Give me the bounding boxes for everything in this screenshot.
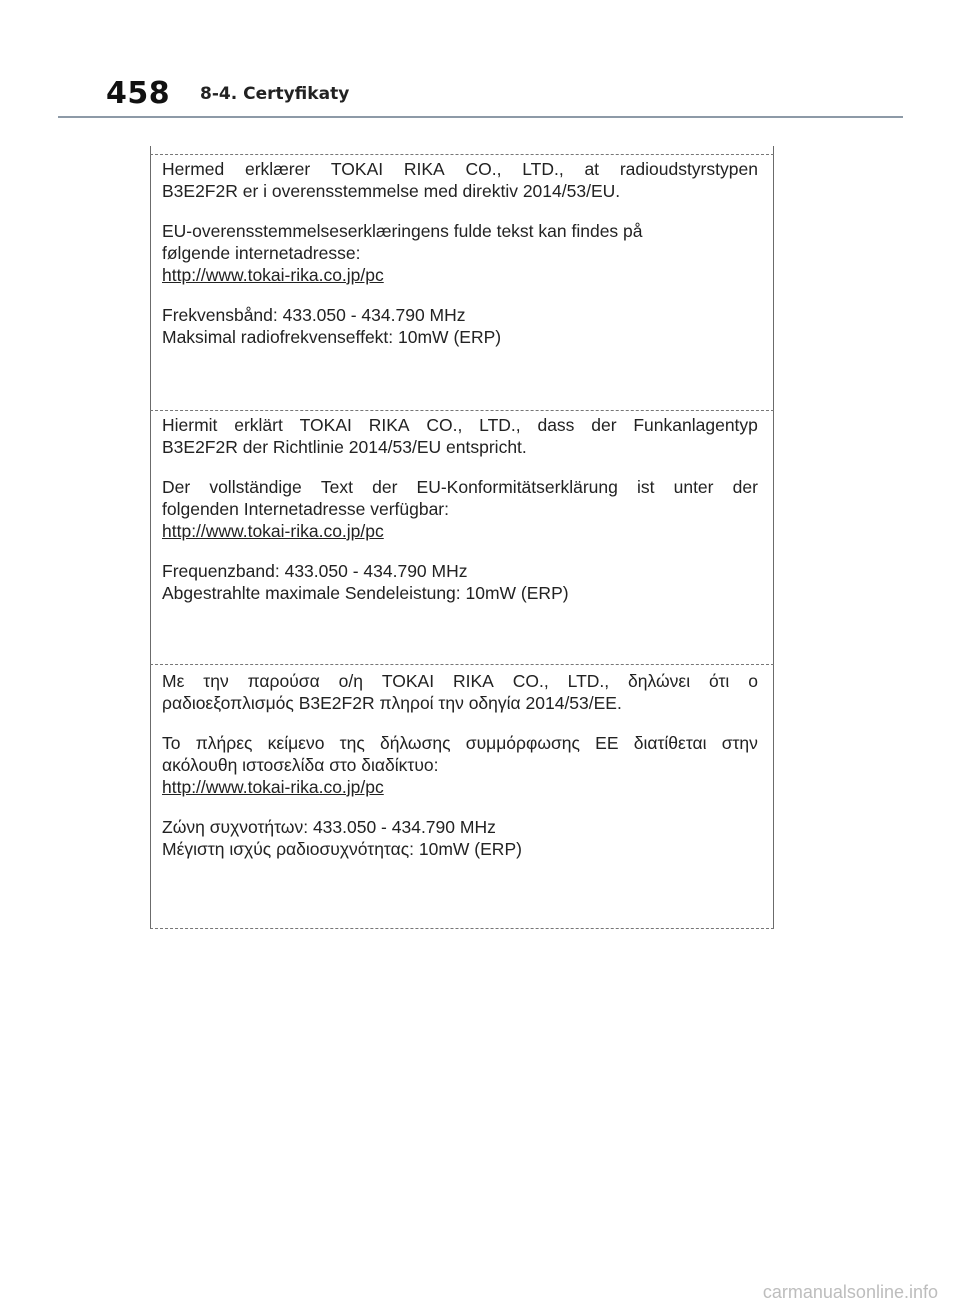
box-bottom-border: [150, 928, 774, 929]
frequency-band: Frekvensbånd: 433.050 - 434.790 MHz: [162, 305, 466, 325]
cert-section-german: [162, 414, 758, 604]
cert-section-danish: [162, 158, 758, 348]
watermark: carmanualsonline.info: [762, 1282, 938, 1302]
cert-section-greek: [162, 670, 758, 860]
statement-line: B3E2F2R er i overensstemmelse med direktiv 2014/53/EU.: [162, 181, 621, 201]
url-link[interactable]: http://www.tokai-rika.co.jp/pc: [162, 521, 384, 541]
statement-line: Με την παρούσα ο/η TOKAI RIKA CO., LTD., δηλώνει ότι ο: [162, 671, 758, 691]
fulltext-line: ακόλουθη ιστοσελίδα στο διαδίκτυο:: [162, 755, 439, 775]
box-top-border: [150, 154, 774, 155]
frequency-band: Frequenzband: 433.050 - 434.790 MHz: [162, 561, 468, 581]
max-power: Maksimal radiofrekvenseffekt: 10mW (ERP): [162, 327, 502, 347]
url-link[interactable]: http://www.tokai-rika.co.jp/pc: [162, 265, 384, 285]
fulltext-line: EU-overensstemmelseserklæringens fulde tekst kan findes på: [162, 221, 643, 241]
header-divider: [58, 116, 903, 118]
statement-line: B3E2F2R der Richtlinie 2014/53/EU entspricht.: [162, 437, 527, 457]
fulltext-line: Der vollständige Text der EU-Konformitätserklärung ist unter der: [162, 477, 758, 497]
frequency-band: Ζώνη συχνοτήτων: 433.050 - 434.790 MHz: [162, 817, 496, 837]
page-number: 458: [106, 76, 171, 111]
box-left-border: [150, 146, 151, 929]
section-divider: [150, 410, 774, 411]
page-header: [106, 72, 906, 116]
url-link[interactable]: http://www.tokai-rika.co.jp/pc: [162, 777, 384, 797]
max-power: Μέγιστη ισχύς ραδιοσυχνότητας: 10mW (ERP): [162, 839, 522, 859]
fulltext-line: Το πλήρες κείμενο της δήλωσης συμμόρφωσης ΕΕ διατίθεται στην: [162, 733, 758, 753]
fulltext-line: følgende internetadresse:: [162, 243, 361, 263]
statement-line: Hiermit erklärt TOKAI RIKA CO., LTD., dass der Funkanlagentyp: [162, 415, 758, 435]
fulltext-line: folgenden Internetadresse verfügbar:: [162, 499, 449, 519]
section-title: 8-4. Certyfikaty: [200, 84, 350, 104]
statement-line: Hermed erklærer TOKAI RIKA CO., LTD., at radioudstyrstypen: [162, 159, 758, 179]
statement-line: ραδιοεξοπλισμός B3E2F2R πληροί την οδηγία 2014/53/ΕΕ.: [162, 693, 622, 713]
section-divider: [150, 664, 774, 665]
box-right-border: [773, 146, 774, 929]
max-power: Abgestrahlte maximale Sendeleistung: 10mW (ERP): [162, 583, 569, 603]
certificate-box: [150, 146, 774, 929]
